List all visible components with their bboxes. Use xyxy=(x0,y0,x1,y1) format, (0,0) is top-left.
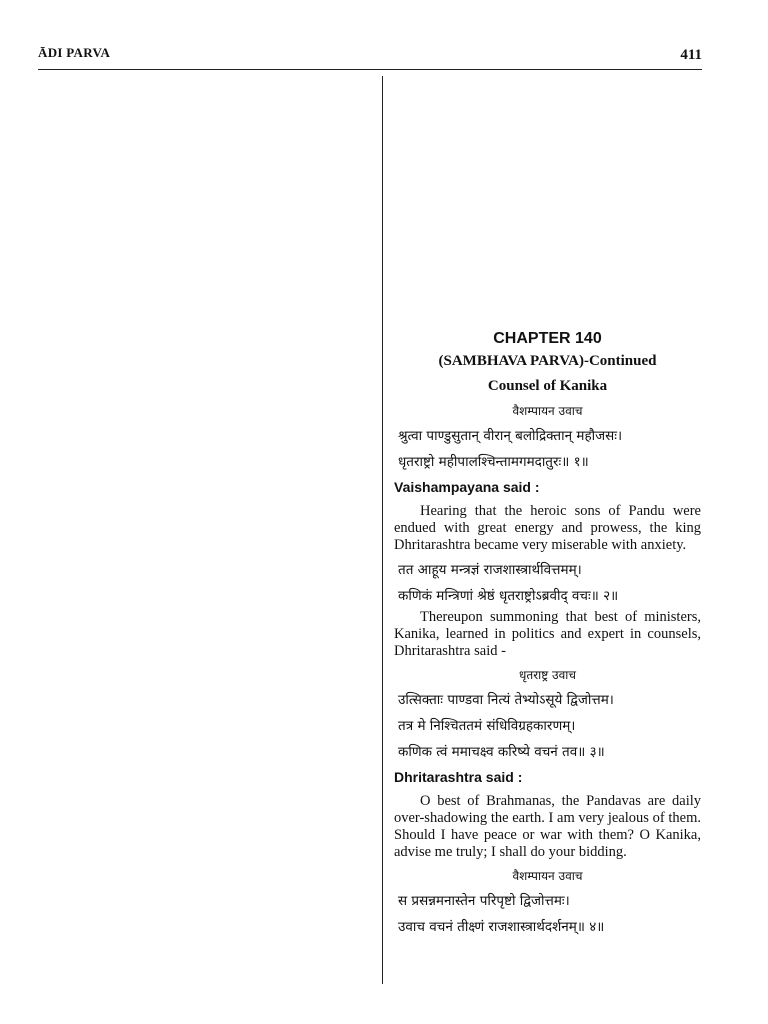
verse-line: कणिक त्वं ममाचक्ष्व करिष्ये वचनं तव॥ ३॥ xyxy=(398,744,605,760)
running-title: ĀDI PARVA xyxy=(38,45,111,60)
verse-line: धृतराष्ट्रो महीपालश्चिन्तामगमदातुरः॥ १॥ xyxy=(398,454,589,470)
header-rule xyxy=(38,69,702,70)
speaker-sanskrit: वैशम्पायन उवाच xyxy=(512,869,583,883)
page-number: 411 xyxy=(680,47,702,63)
right-column xyxy=(394,324,701,940)
translation-paragraph: Hearing that the heroic sons of Pandu were endued with great energy and prowess, the king Dhritarashtra became very miserable with anxiety. xyxy=(394,503,701,553)
verse-line: श्रुत्वा पाण्डुसुतान् वीरान् बलोद्रिक्तान् महौजसः। xyxy=(398,428,623,444)
column-divider xyxy=(382,76,383,984)
speaker-english: Dhritarashtra said : xyxy=(394,769,523,785)
section-title: Counsel of Kanika xyxy=(487,378,608,394)
verse-line: उवाच वचनं तीक्ष्णं राजशास्त्रार्थदर्शनम्॥ ४॥ xyxy=(398,919,605,935)
verse-line: तत आहूय मन्त्रज्ञं राजशास्त्रार्थवित्तमम्। xyxy=(398,562,582,578)
speaker-english: Vaishampayana said : xyxy=(394,479,540,495)
verse-line: तत्र मे निश्चिततमं संधिविग्रहकारणम्। xyxy=(398,718,576,734)
translation-paragraph: Thereupon summoning that best of ministers, Kanika, learned in politics and expert in counsels, Dhritarashtra said - xyxy=(394,609,701,659)
translation-paragraph: O best of Brahmanas, the Pandavas are daily over-shadowing the earth. I am very jealous of them. Should I have peace or war with them? O Kanika, advise me truly; I shall do your bidding. xyxy=(394,793,701,860)
chapter-title: CHAPTER 140 xyxy=(493,330,602,347)
verse-line: उत्सिक्ताः पाण्डवा नित्यं तेभ्योऽसूये द्विजोत्तम। xyxy=(398,692,614,708)
verse-line: स प्रसन्नमनास्तेन परिपृष्टो द्विजोत्तमः। xyxy=(398,893,570,909)
parva-subtitle: (SAMBHAVA PARVA)-Continued xyxy=(438,353,657,369)
speaker-sanskrit: धृतराष्ट्र उवाच xyxy=(518,668,577,682)
verse-line: कणिकं मन्त्रिणां श्रेष्ठं धृतराष्ट्रोऽब्रवीद् वचः॥ २॥ xyxy=(398,588,619,604)
speaker-sanskrit: वैशम्पायन उवाच xyxy=(512,404,583,418)
